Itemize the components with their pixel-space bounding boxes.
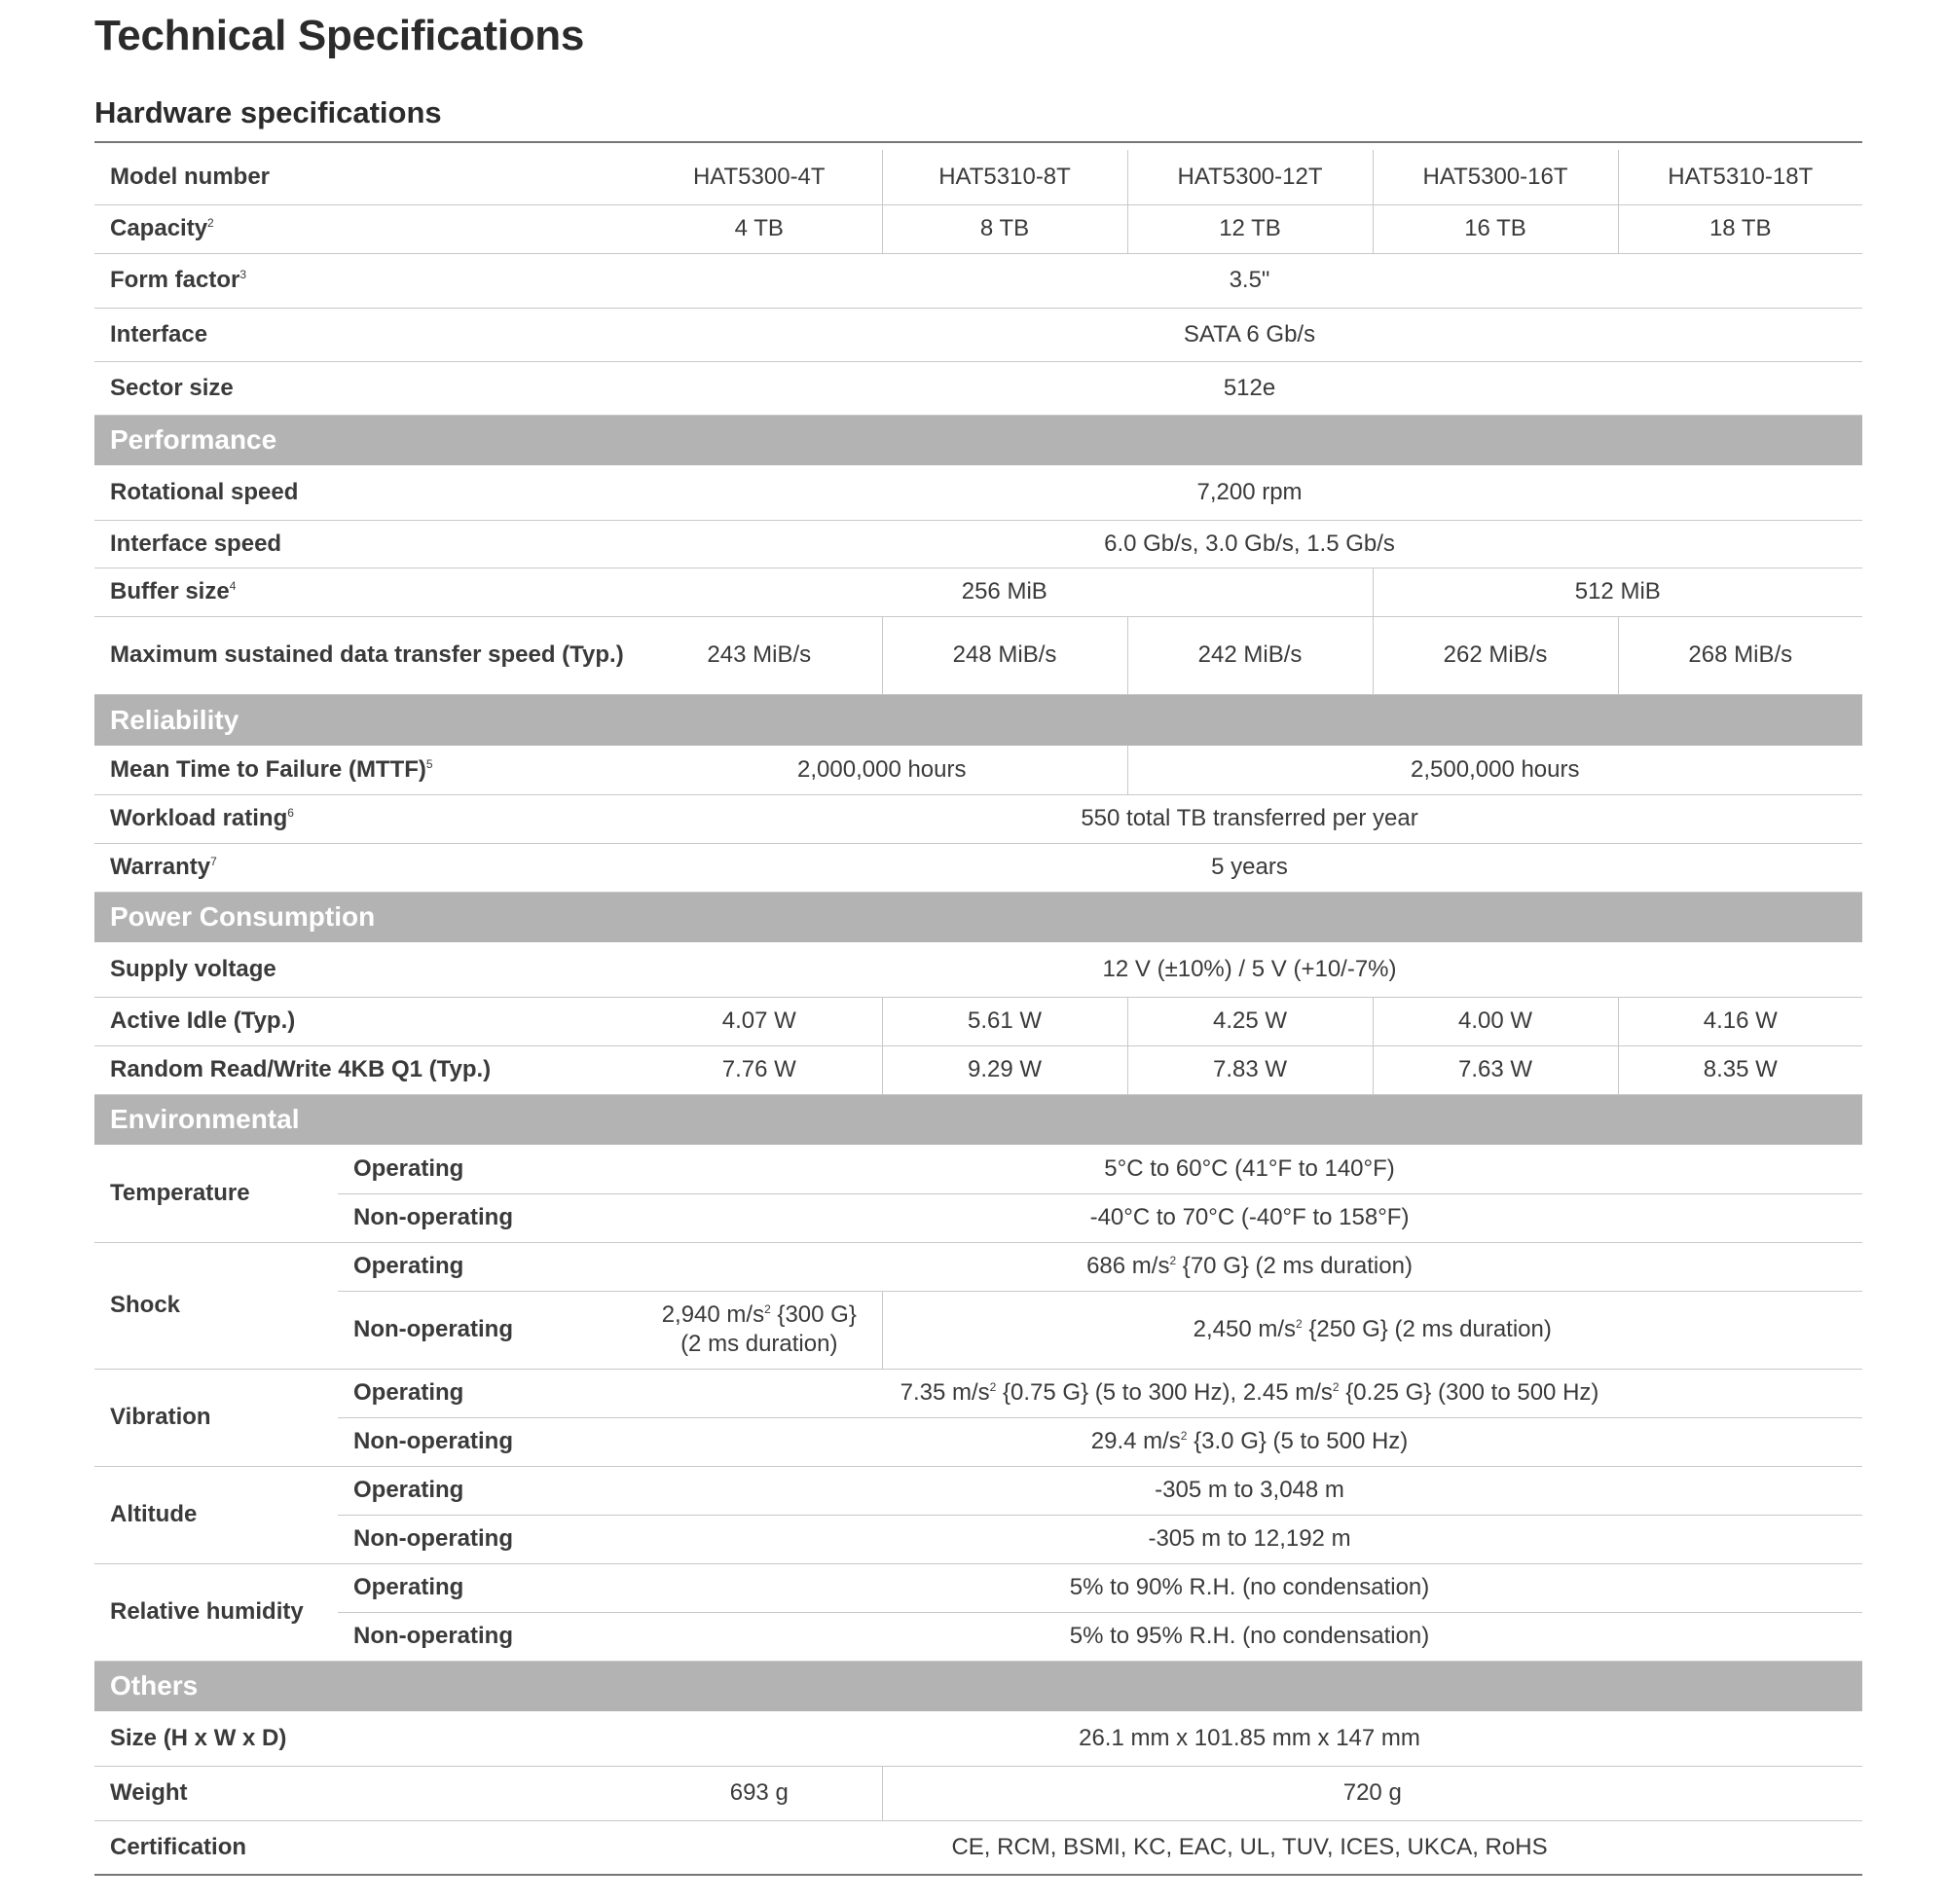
workload-label: Workload rating$^6$ — [94, 794, 637, 843]
transfer-speed-cell: 242 MiB/s — [1127, 616, 1373, 694]
performance-header: Performance — [94, 415, 1862, 465]
warranty-label: Warranty$^7$ — [94, 843, 637, 892]
power-header: Power Consumption — [94, 892, 1862, 942]
row-form-factor — [94, 253, 1862, 308]
rotational-speed-value: 7,200 rpm — [637, 465, 1862, 520]
operating-label: Operating — [338, 1369, 637, 1417]
altitude-operating-value: -305 m to 3,048 m — [637, 1466, 1862, 1515]
model-label: Model number — [94, 150, 637, 204]
capacity-label: Capacity$^2$ — [94, 204, 637, 253]
shock-operating-value: 686 $m/s^2$ {70 G} (2 ms duration) — [637, 1242, 1862, 1291]
altitude-nonoperating-value: -305 m to 12,192 m — [637, 1515, 1862, 1563]
page-title: Technical Specifications — [94, 12, 585, 59]
random-rw-cell: 7.83 W — [1127, 1045, 1373, 1094]
interface-speed-label: Interface speed — [94, 520, 637, 568]
row-temp-operating — [94, 1145, 1862, 1193]
form-factor-label: Form factor$^3$ — [94, 253, 637, 308]
shock-label: Shock — [94, 1242, 338, 1369]
supply-voltage-value: 12 V (±10%) / 5 V (+10/-7%) — [637, 942, 1862, 997]
row-size — [94, 1711, 1862, 1766]
row-vibration-operating — [94, 1369, 1862, 1417]
mttf-value-a: 2,000,000 hours — [637, 746, 1127, 794]
form-factor-value: 3.5" — [637, 253, 1862, 308]
non-operating-label: Non-operating — [338, 1612, 637, 1661]
altitude-label: Altitude — [94, 1466, 338, 1563]
mttf-label: Mean Time to Failure (MTTF)$^5$ — [94, 746, 637, 794]
operating-label: Operating — [338, 1466, 637, 1515]
row-capacity — [94, 204, 1862, 253]
certification-label: Certification — [94, 1820, 637, 1875]
row-warranty — [94, 843, 1862, 892]
vibration-nonoperating-value: 29.4 $m/s^2$ {3.0 G} (5 to 500 Hz) — [637, 1417, 1862, 1466]
capacity-cell: 4 TB — [637, 204, 882, 253]
row-certification — [94, 1820, 1862, 1875]
section-others — [94, 1661, 1862, 1711]
row-transfer-speed — [94, 616, 1862, 694]
shock-nonoperating-value-b: 2,450 $m/s^2$ {250 G} (2 ms duration) — [882, 1291, 1862, 1369]
interface-label: Interface — [94, 308, 637, 361]
others-header: Others — [94, 1661, 1862, 1711]
active-idle-cell: 5.61 W — [882, 997, 1127, 1045]
active-idle-cell: 4.16 W — [1618, 997, 1862, 1045]
rotational-speed-label: Rotational speed — [94, 465, 637, 520]
transfer-speed-cell: 268 MiB/s — [1618, 616, 1862, 694]
title-rule — [94, 141, 1862, 143]
size-value: 26.1 mm x 101.85 mm x 147 mm — [637, 1711, 1862, 1766]
random-rw-cell: 7.76 W — [637, 1045, 882, 1094]
active-idle-cell: 4.25 W — [1127, 997, 1373, 1045]
row-sector-size — [94, 361, 1862, 415]
row-interface-speed — [94, 520, 1862, 568]
spec-table — [94, 150, 1862, 1876]
interface-speed-value: 6.0 Gb/s, 3.0 Gb/s, 1.5 Gb/s — [637, 520, 1862, 568]
random-rw-cell: 9.29 W — [882, 1045, 1127, 1094]
capacity-cell: 12 TB — [1127, 204, 1373, 253]
active-idle-cell: 4.07 W — [637, 997, 882, 1045]
random-rw-cell: 8.35 W — [1618, 1045, 1862, 1094]
weight-value-a: 693 g — [637, 1766, 882, 1820]
row-humidity-nonoperating — [94, 1612, 1862, 1661]
model-cell: HAT5300-4T — [637, 150, 882, 204]
row-supply-voltage — [94, 942, 1862, 997]
buffer-size-value-b: 512 MiB — [1373, 568, 1862, 616]
row-altitude-nonoperating — [94, 1515, 1862, 1563]
transfer-speed-cell: 262 MiB/s — [1373, 616, 1618, 694]
random-rw-label: Random Read/Write 4KB Q1 (Typ.) — [94, 1045, 637, 1094]
section-reliability — [94, 694, 1862, 746]
vibration-label: Vibration — [94, 1369, 338, 1466]
humidity-operating-value: 5% to 90% R.H. (no condensation) — [637, 1563, 1862, 1612]
buffer-size-value-a: 256 MiB — [637, 568, 1373, 616]
active-idle-label: Active Idle (Typ.) — [94, 997, 637, 1045]
sector-size-value: 512e — [637, 361, 1862, 415]
row-shock-operating — [94, 1242, 1862, 1291]
section-subtitle: Hardware specifications — [94, 95, 442, 129]
buffer-size-label: Buffer size$^4$ — [94, 568, 637, 616]
capacity-cell: 18 TB — [1618, 204, 1862, 253]
row-shock-nonoperating — [94, 1291, 1862, 1369]
temperature-label: Temperature — [94, 1145, 338, 1242]
row-weight — [94, 1766, 1862, 1820]
temp-operating-value: 5°C to 60°C (41°F to 140°F) — [637, 1145, 1862, 1193]
row-interface — [94, 308, 1862, 361]
reliability-header: Reliability — [94, 694, 1862, 746]
row-model-number — [94, 150, 1862, 204]
transfer-speed-cell: 243 MiB/s — [637, 616, 882, 694]
non-operating-label: Non-operating — [338, 1515, 637, 1563]
sector-size-label: Sector size — [94, 361, 637, 415]
humidity-label: Relative humidity — [94, 1563, 338, 1661]
operating-label: Operating — [338, 1563, 637, 1612]
workload-value: 550 total TB transferred per year — [637, 794, 1862, 843]
operating-label: Operating — [338, 1242, 637, 1291]
row-workload-rating — [94, 794, 1862, 843]
model-cell: HAT5300-16T — [1373, 150, 1618, 204]
row-mttf — [94, 746, 1862, 794]
random-rw-cell: 7.63 W — [1373, 1045, 1618, 1094]
warranty-value: 5 years — [637, 843, 1862, 892]
non-operating-label: Non-operating — [338, 1417, 637, 1466]
section-performance — [94, 415, 1862, 465]
section-power — [94, 892, 1862, 942]
section-environmental — [94, 1094, 1862, 1145]
certification-value: CE, RCM, BSMI, KC, EAC, UL, TUV, ICES, UKCA, RoHS — [637, 1820, 1862, 1875]
model-cell: HAT5300-12T — [1127, 150, 1373, 204]
row-humidity-operating — [94, 1563, 1862, 1612]
vibration-operating-value: 7.35 $m/s^2$ {0.75 G} (5 to 300 Hz), 2.45 $m/s^2$ {0.25 G} (300 to 500 Hz) — [637, 1369, 1862, 1417]
size-label: Size (H x W x D) — [94, 1711, 637, 1766]
mttf-value-b: 2,500,000 hours — [1127, 746, 1862, 794]
row-random-rw — [94, 1045, 1862, 1094]
capacity-cell: 16 TB — [1373, 204, 1618, 253]
weight-value-b: 720 g — [882, 1766, 1862, 1820]
capacity-cell: 8 TB — [882, 204, 1127, 253]
supply-voltage-label: Supply voltage — [94, 942, 637, 997]
row-rotational-speed — [94, 465, 1862, 520]
interface-value: SATA 6 Gb/s — [637, 308, 1862, 361]
environmental-header: Environmental — [94, 1094, 1862, 1145]
weight-label: Weight — [94, 1766, 637, 1820]
non-operating-label: Non-operating — [338, 1291, 637, 1369]
active-idle-cell: 4.00 W — [1373, 997, 1618, 1045]
row-altitude-operating — [94, 1466, 1862, 1515]
model-cell: HAT5310-8T — [882, 150, 1127, 204]
temp-nonoperating-value: -40°C to 70°C (-40°F to 158°F) — [637, 1193, 1862, 1242]
row-temp-nonoperating — [94, 1193, 1862, 1242]
row-active-idle — [94, 997, 1862, 1045]
non-operating-label: Non-operating — [338, 1193, 637, 1242]
row-buffer-size — [94, 568, 1862, 616]
humidity-nonoperating-value: 5% to 95% R.H. (no condensation) — [637, 1612, 1862, 1661]
operating-label: Operating — [338, 1145, 637, 1193]
row-vibration-nonoperating — [94, 1417, 1862, 1466]
transfer-speed-cell: 248 MiB/s — [882, 616, 1127, 694]
model-cell: HAT5310-18T — [1618, 150, 1862, 204]
shock-nonoperating-value-a: 2,940 $m/s^2$ {300 G} (2 ms duration) — [637, 1291, 882, 1369]
transfer-speed-label: Maximum sustained data transfer speed (Typ.) — [94, 616, 637, 694]
